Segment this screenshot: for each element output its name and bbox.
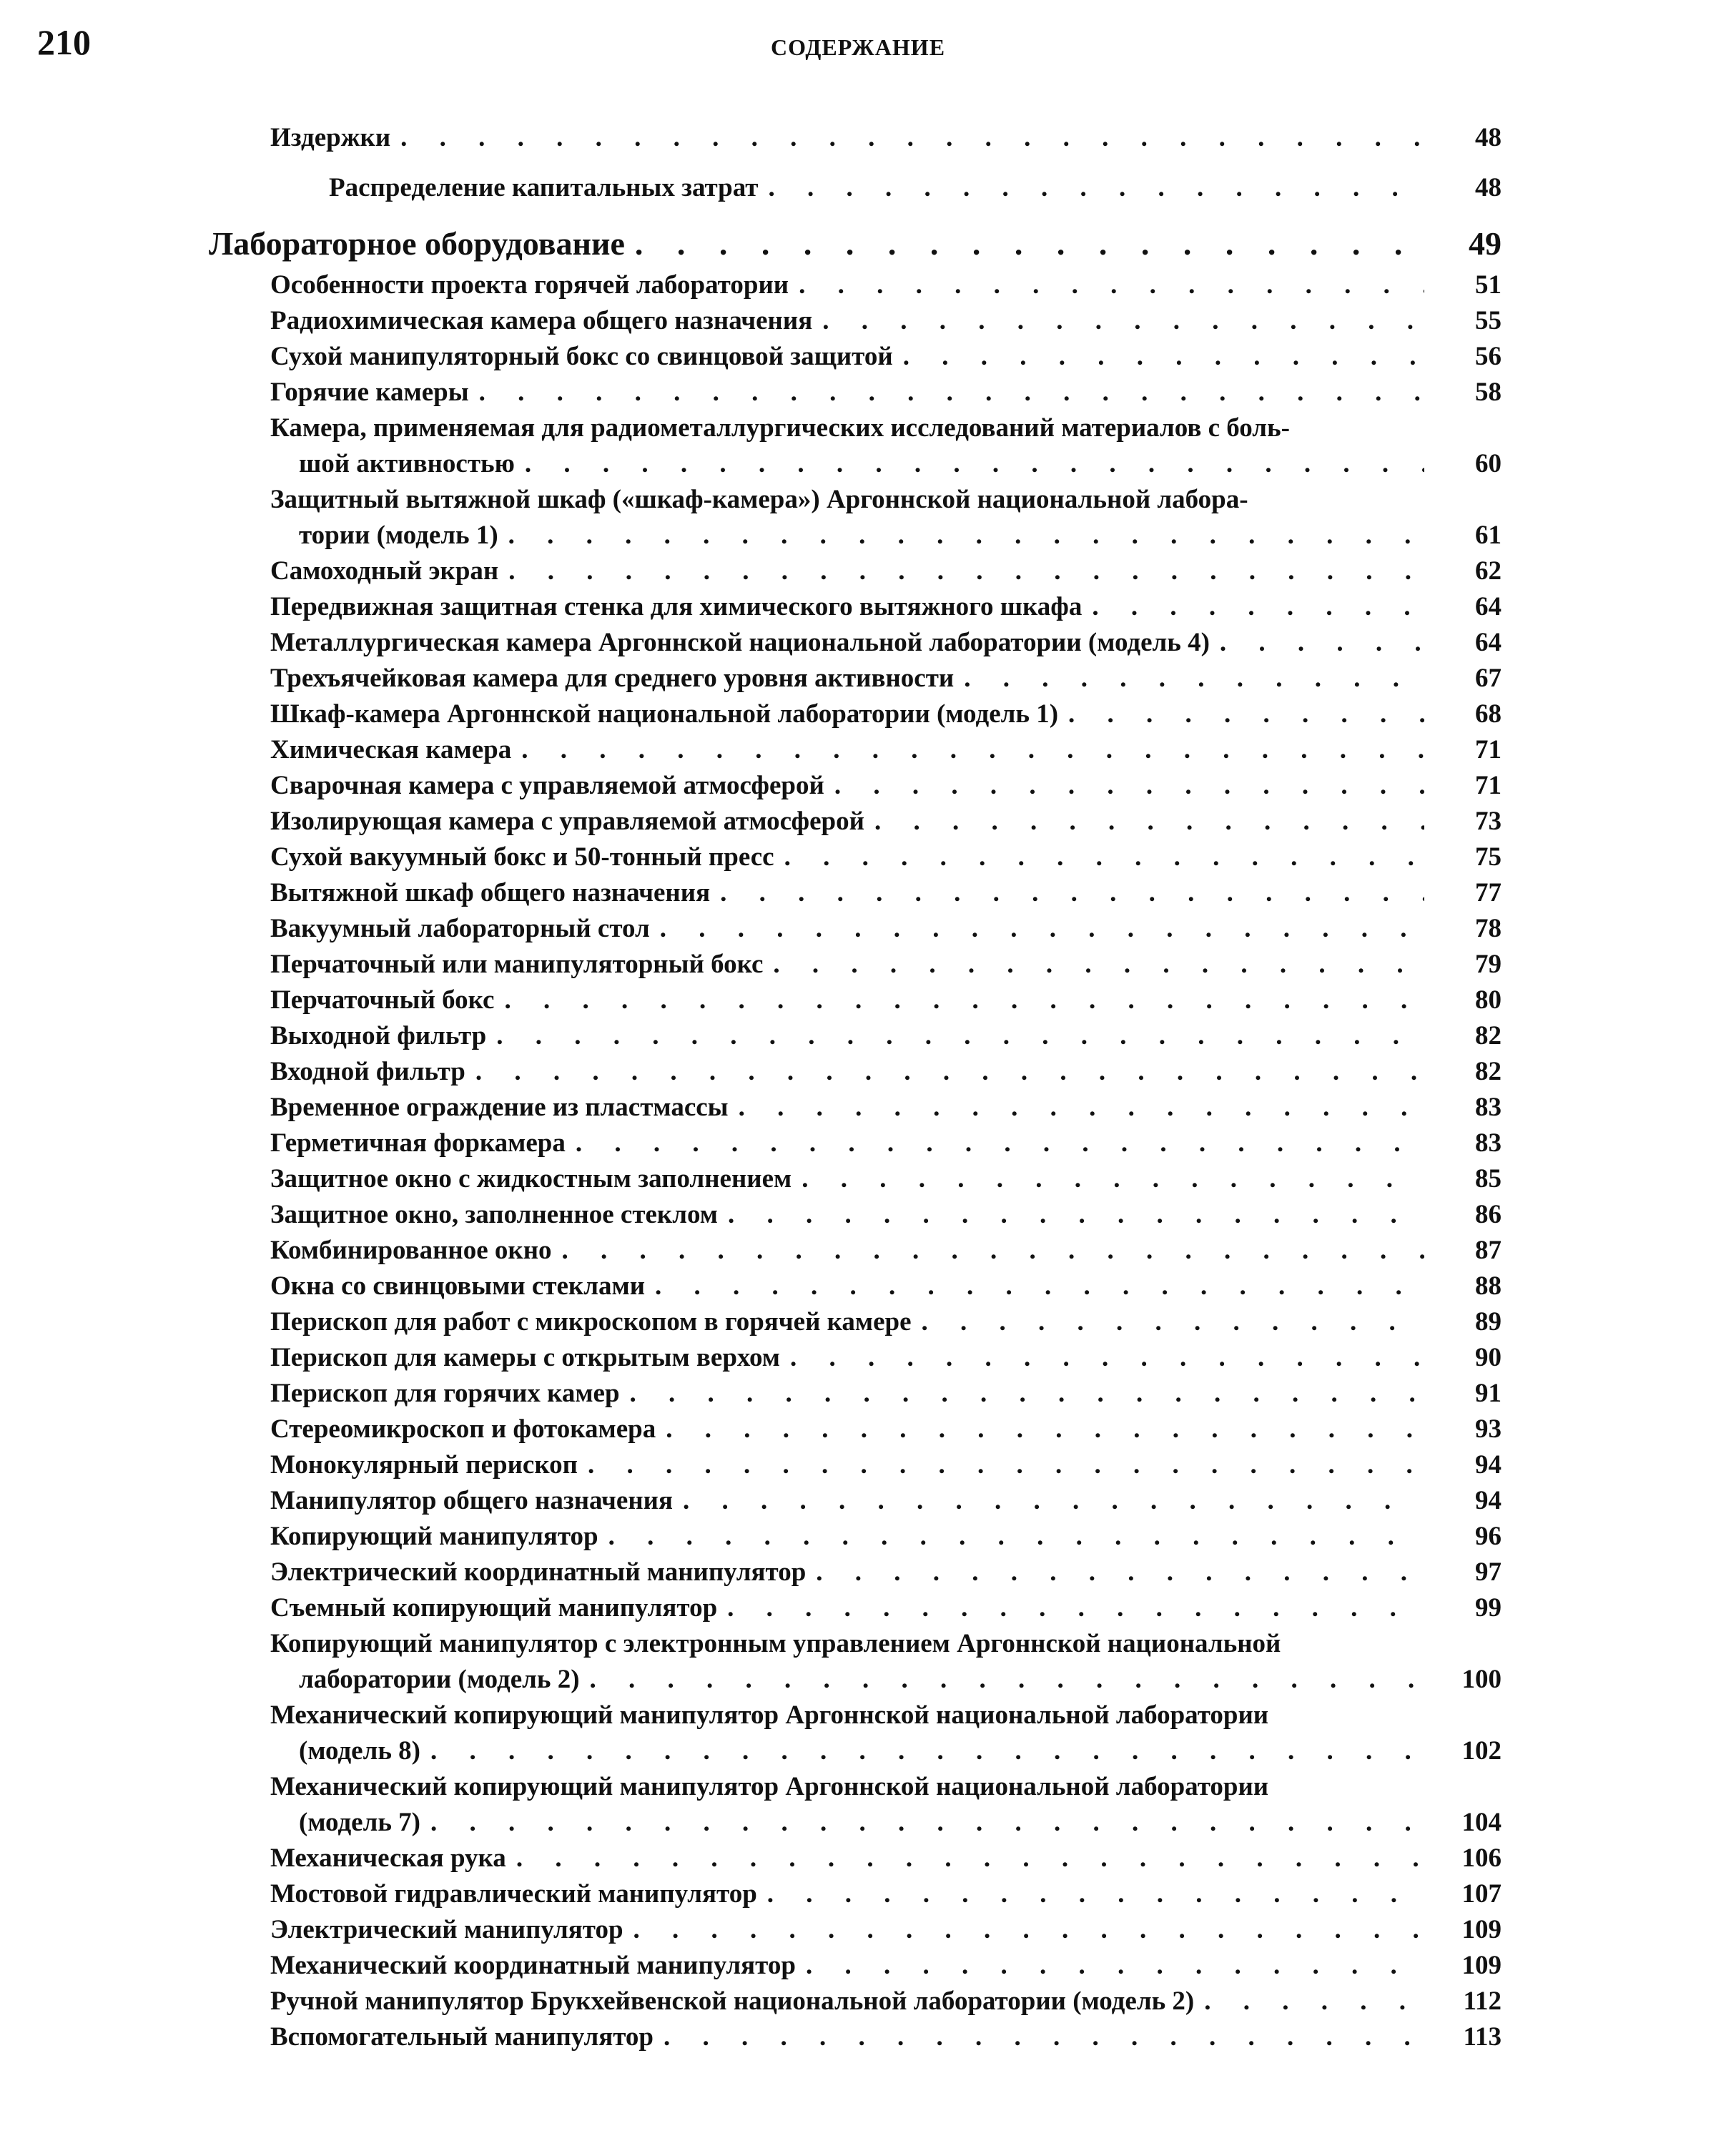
toc-entry-title: Съемный копирующий манипулятор bbox=[270, 1593, 718, 1623]
page-number: 210 bbox=[37, 22, 91, 62]
toc-page-number: 106 bbox=[1461, 1844, 1502, 1873]
toc-page-number: 75 bbox=[1475, 842, 1502, 872]
dot-leader bbox=[479, 375, 1424, 410]
toc-entry-title: Механический координатный манипулятор bbox=[270, 1951, 796, 1980]
toc-entry-title: Перископ для камеры с открытым верхом bbox=[270, 1343, 780, 1372]
toc-entry-title: тории (модель 1) bbox=[299, 521, 498, 550]
toc-page-number: 94 bbox=[1475, 1486, 1502, 1515]
toc-entry-title: Электрический манипулятор bbox=[270, 1915, 623, 1944]
dot-leader bbox=[660, 911, 1424, 947]
dot-leader bbox=[521, 732, 1424, 768]
toc-entry-title: Механический копирующий манипулятор Аргоннской национальной лаборатории bbox=[270, 1772, 1269, 1801]
toc-page-number: 102 bbox=[1461, 1736, 1502, 1766]
toc-entry-title: Камера, применяемая для радиометаллургических исследований материалов с боль- bbox=[270, 413, 1290, 443]
toc-entry-title: лаборатории (модель 2) bbox=[299, 1665, 580, 1694]
toc-entry-title: Монокулярный перископ bbox=[270, 1450, 578, 1480]
toc-entry-title: Защитное окно, заполненное стеклом bbox=[270, 1200, 719, 1229]
toc-entry-title: Лабораторное оборудование bbox=[209, 225, 625, 262]
dot-leader bbox=[430, 1733, 1424, 1769]
toc-entry-title: Манипулятор общего назначения bbox=[270, 1486, 674, 1515]
toc-page-number: 99 bbox=[1475, 1593, 1502, 1623]
dot-leader bbox=[728, 1197, 1424, 1233]
toc-entry-title: Электрический координатный манипулятор bbox=[270, 1557, 807, 1587]
dot-leader bbox=[666, 1412, 1424, 1447]
toc-entry-title: Копирующий манипулятор с электронным управлением Аргоннской национальной bbox=[270, 1629, 1281, 1658]
dot-leader bbox=[790, 1340, 1424, 1376]
toc-entry-title: Перчаточный или манипуляторный бокс bbox=[270, 950, 764, 979]
dot-leader bbox=[768, 170, 1424, 206]
dot-leader bbox=[802, 1161, 1424, 1197]
toc-page-number: 58 bbox=[1475, 378, 1502, 407]
toc-page-number: 109 bbox=[1461, 1951, 1502, 1980]
dot-leader bbox=[806, 1948, 1424, 1984]
toc-page-number: 87 bbox=[1475, 1236, 1502, 1265]
toc-page-number: 51 bbox=[1475, 270, 1502, 300]
toc-entry-title: Шкаф-камера Аргоннской национальной лаборатории (модель 1) bbox=[270, 699, 1059, 729]
toc-entry-title: Трехъячейковая камера для среднего уровня активности bbox=[270, 664, 955, 693]
toc-entry-title: Сухой манипуляторный бокс со свинцовой защитой bbox=[270, 342, 893, 371]
toc-page-number: 89 bbox=[1475, 1307, 1502, 1337]
toc-page-number: 85 bbox=[1475, 1164, 1502, 1193]
toc-entry-title: (модель 7) bbox=[299, 1808, 421, 1837]
toc-entry-title: Металлургическая камера Аргоннской национальной лаборатории (модель 4) bbox=[270, 628, 1210, 657]
toc-page-number: 68 bbox=[1475, 699, 1502, 729]
dot-leader bbox=[475, 1054, 1424, 1090]
dot-leader bbox=[964, 661, 1424, 696]
dot-leader bbox=[1204, 1984, 1424, 2019]
dot-leader bbox=[608, 1519, 1424, 1555]
toc-page-number: 91 bbox=[1475, 1379, 1502, 1408]
toc-entry-title: Горячие камеры bbox=[270, 378, 469, 407]
dot-leader bbox=[525, 446, 1424, 482]
toc-page-number: 104 bbox=[1461, 1808, 1502, 1837]
dot-leader bbox=[822, 303, 1424, 339]
toc-entry-title: шой активностью bbox=[299, 449, 515, 478]
toc-entry-title: Копирующий манипулятор bbox=[270, 1522, 598, 1551]
dot-leader bbox=[720, 875, 1424, 911]
toc-page-number: 64 bbox=[1475, 592, 1502, 621]
dot-leader bbox=[834, 768, 1424, 804]
dot-leader bbox=[784, 840, 1424, 875]
toc-page-number: 88 bbox=[1475, 1271, 1502, 1301]
toc-entry-title: Комбинированное окно bbox=[270, 1236, 552, 1265]
toc-entry-title: Вытяжной шкаф общего назначения bbox=[270, 878, 711, 907]
dot-leader bbox=[683, 1483, 1424, 1519]
toc-page-number: 86 bbox=[1475, 1200, 1502, 1229]
toc-page-number: 56 bbox=[1475, 342, 1502, 371]
dot-leader bbox=[1068, 696, 1424, 732]
toc-entry-title: Защитное окно с жидкостным заполнением bbox=[270, 1164, 792, 1193]
toc-page-number: 94 bbox=[1475, 1450, 1502, 1480]
toc-entry-title: Временное ограждение из пластмассы bbox=[270, 1093, 729, 1122]
toc-entry-title: Изолирующая камера с управляемой атмосферой bbox=[270, 807, 864, 836]
toc-page-number: 96 bbox=[1475, 1522, 1502, 1551]
toc-page-number: 93 bbox=[1475, 1414, 1502, 1444]
toc-page-number: 49 bbox=[1469, 225, 1502, 262]
toc-page-number: 60 bbox=[1475, 449, 1502, 478]
dot-leader bbox=[922, 1304, 1424, 1340]
toc-page-number: 97 bbox=[1475, 1557, 1502, 1587]
dot-leader bbox=[664, 2019, 1424, 2055]
dot-leader bbox=[633, 1912, 1424, 1948]
dot-leader bbox=[504, 983, 1424, 1018]
dot-leader bbox=[655, 1269, 1424, 1304]
toc-entry-title: Мостовой гидравлический манипулятор bbox=[270, 1879, 757, 1909]
dot-leader bbox=[874, 804, 1424, 840]
toc-page-number: 113 bbox=[1463, 2022, 1502, 2052]
dot-leader bbox=[588, 1447, 1424, 1483]
toc-entry-title: Механическая рука bbox=[270, 1844, 506, 1873]
toc-entry-title: Стереомикроскоп и фотокамера bbox=[270, 1414, 656, 1444]
dot-leader bbox=[1092, 589, 1424, 625]
toc-page-number: 90 bbox=[1475, 1343, 1502, 1372]
toc-page-number: 55 bbox=[1475, 306, 1502, 335]
dot-leader bbox=[400, 120, 1424, 156]
toc-page-number: 62 bbox=[1475, 556, 1502, 586]
toc-page-number: 67 bbox=[1475, 664, 1502, 693]
toc-entry-title: Герметичная форкамера bbox=[270, 1128, 566, 1158]
toc-page-number: 64 bbox=[1475, 628, 1502, 657]
toc-page-number: 83 bbox=[1475, 1128, 1502, 1158]
running-title: СОДЕРЖАНИЕ bbox=[770, 34, 946, 60]
toc-entry-title: Особенности проекта горячей лаборатории bbox=[270, 270, 789, 300]
toc-entry-title: Механический копирующий манипулятор Аргоннской национальной лаборатории bbox=[270, 1700, 1269, 1730]
toc-page-number: 82 bbox=[1475, 1057, 1502, 1086]
toc-entry-title: Сухой вакуумный бокс и 50-тонный пресс bbox=[270, 842, 774, 872]
toc-page-number: 79 bbox=[1475, 950, 1502, 979]
toc-page-number: 77 bbox=[1475, 878, 1502, 907]
dot-leader bbox=[430, 1805, 1424, 1841]
dot-leader bbox=[799, 267, 1424, 303]
toc-page-number: 112 bbox=[1463, 1987, 1502, 2016]
dot-leader bbox=[590, 1662, 1424, 1698]
toc-page-number: 73 bbox=[1475, 807, 1502, 836]
toc-entry-title: Перископ для работ с микроскопом в горячей камере bbox=[270, 1307, 912, 1337]
toc-page-number: 109 bbox=[1461, 1915, 1502, 1944]
toc-entry-title: Сварочная камера с управляемой атмосферой bbox=[270, 771, 824, 800]
toc-page-number: 71 bbox=[1475, 771, 1502, 800]
dot-leader bbox=[635, 226, 1424, 262]
toc-page-number: 83 bbox=[1475, 1093, 1502, 1122]
toc-entry-title: Вспомогательный манипулятор bbox=[270, 2022, 654, 2052]
dot-leader bbox=[516, 1841, 1424, 1876]
toc-entry-title: Самоходный экран bbox=[270, 556, 499, 586]
dot-leader bbox=[739, 1090, 1424, 1126]
toc-entry-title: Входной фильтр bbox=[270, 1057, 465, 1086]
toc-entry-title: Химическая камера bbox=[270, 735, 512, 764]
dot-leader bbox=[508, 553, 1424, 589]
dot-leader bbox=[767, 1876, 1424, 1912]
dot-leader bbox=[816, 1555, 1424, 1590]
toc-entry-title: Окна со свинцовыми стеклами bbox=[270, 1271, 646, 1301]
toc-entry-title: Перископ для горячих камер bbox=[270, 1379, 620, 1408]
toc-entry-title: Ручной манипулятор Брукхейвенской национальной лаборатории (модель 2) bbox=[270, 1987, 1195, 2016]
toc-page-number: 48 bbox=[1475, 123, 1502, 152]
toc-entry-title: Распределение капитальных затрат bbox=[329, 173, 759, 202]
toc-entry-title: Выходной фильтр bbox=[270, 1021, 487, 1050]
toc-entry-title: Перчаточный бокс bbox=[270, 985, 495, 1015]
dot-leader bbox=[773, 947, 1424, 983]
toc-page-number: 71 bbox=[1475, 735, 1502, 764]
dot-leader bbox=[630, 1376, 1424, 1412]
dot-leader bbox=[576, 1126, 1424, 1161]
dot-leader bbox=[496, 1018, 1424, 1054]
toc-entry-title: Передвижная защитная стенка для химического вытяжного шкафа bbox=[270, 592, 1083, 621]
dot-leader bbox=[562, 1233, 1424, 1269]
dot-leader bbox=[508, 518, 1424, 553]
toc-page-number: 82 bbox=[1475, 1021, 1502, 1050]
toc-entry-title: Издержки bbox=[270, 123, 391, 152]
toc-entry-title: Вакуумный лабораторный стол bbox=[270, 914, 650, 943]
toc-page-number: 48 bbox=[1475, 173, 1502, 202]
toc-page-number: 80 bbox=[1475, 985, 1502, 1015]
toc-entry-title: Радиохимическая камера общего назначения bbox=[270, 306, 813, 335]
toc-entry-title: (модель 8) bbox=[299, 1736, 421, 1766]
toc-page-number: 107 bbox=[1461, 1879, 1502, 1909]
toc-page-number: 78 bbox=[1475, 914, 1502, 943]
toc-entry-title: Защитный вытяжной шкаф («шкаф-камера») Аргоннской национальной лабора- bbox=[270, 485, 1248, 514]
dot-leader bbox=[903, 339, 1424, 375]
dot-leader bbox=[727, 1590, 1424, 1626]
toc-page-number: 100 bbox=[1461, 1665, 1502, 1694]
dot-leader bbox=[1220, 625, 1424, 661]
toc-page-number: 61 bbox=[1475, 521, 1502, 550]
